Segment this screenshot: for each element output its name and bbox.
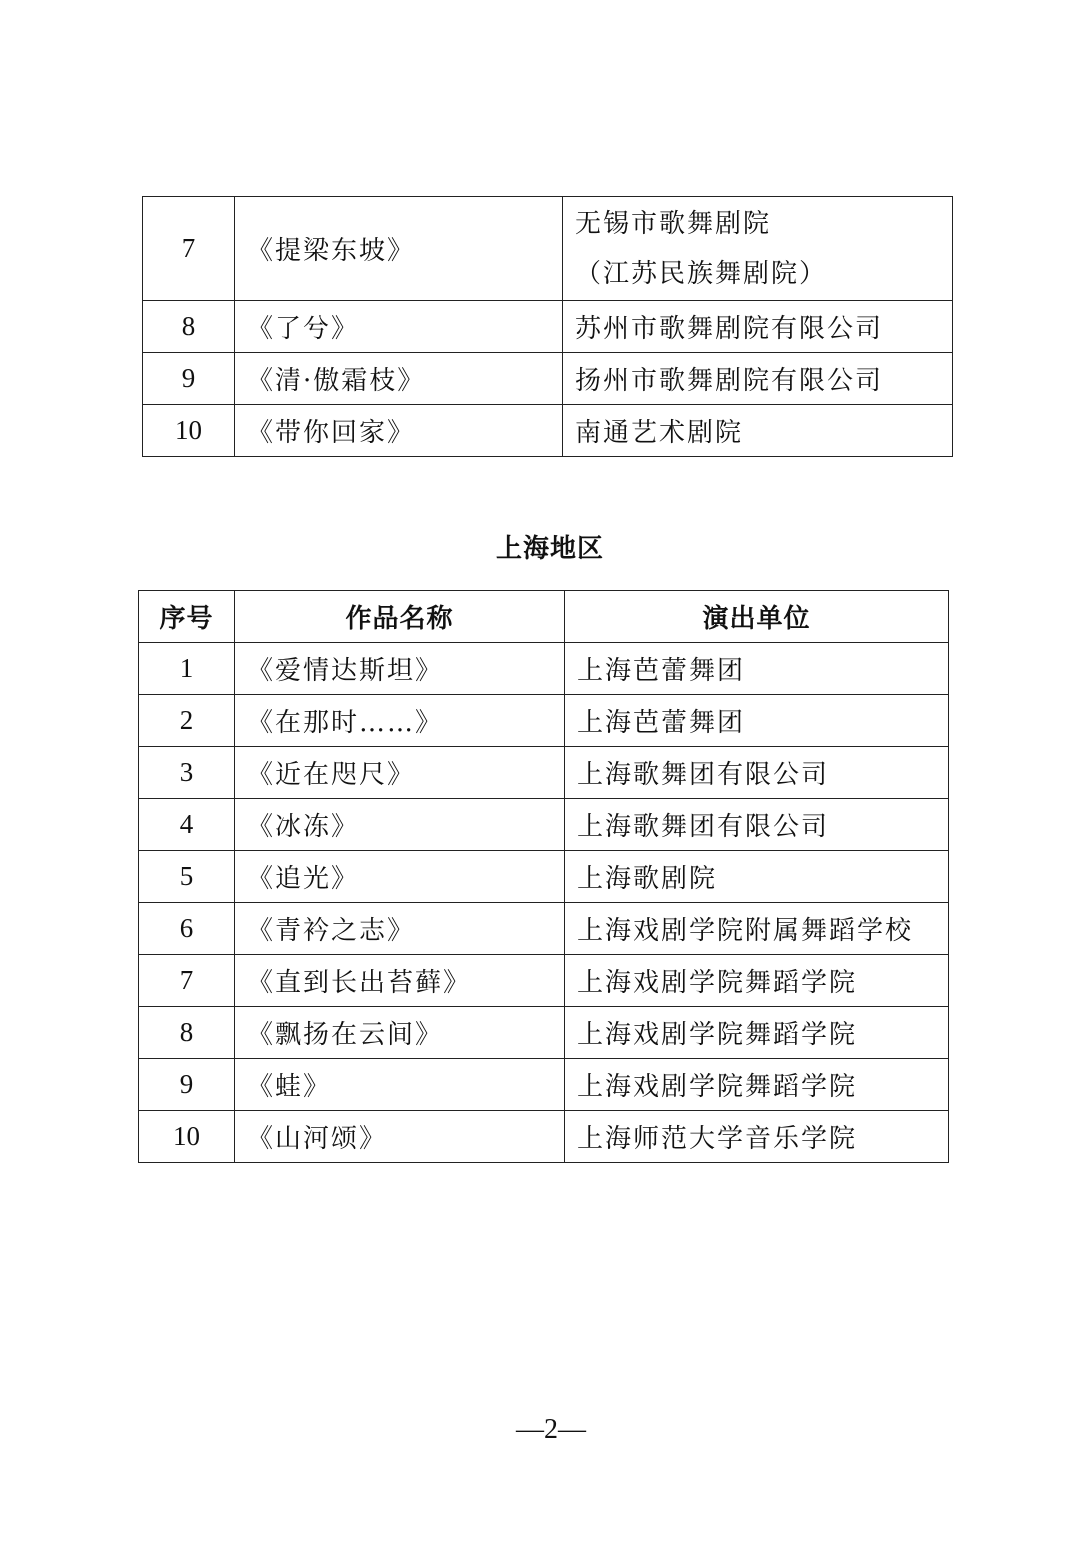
work-title: 《直到长出苔藓》 [235,955,565,1007]
shanghai-table [138,590,949,1163]
table-row [139,643,949,695]
table-row [139,903,949,955]
performing-unit-line1: 无锡市歌舞剧院 [575,208,772,239]
performing-unit: 南通艺术剧院 [563,405,953,457]
performing-unit: 上海歌剧院 [565,851,949,903]
header-number: 序号 [139,591,235,643]
table-row [139,747,949,799]
section-title-shanghai: 上海地区 [495,534,604,564]
work-title: 《冰冻》 [235,799,565,851]
row-number: 1 [139,643,235,695]
header-performing-unit: 演出单位 [565,591,949,643]
table-row [139,955,949,1007]
performing-unit: 上海师范大学音乐学院 [565,1111,949,1163]
work-title: 《带你回家》 [235,405,563,457]
performing-unit: 上海歌舞团有限公司 [565,799,949,851]
performing-unit: 上海芭蕾舞团 [565,695,949,747]
table-row [139,799,949,851]
work-title: 《青衿之志》 [235,903,565,955]
row-number: 8 [139,1007,235,1059]
table-row [139,1007,949,1059]
performing-unit: 上海歌舞团有限公司 [565,747,949,799]
row-number: 4 [139,799,235,851]
performing-unit: 扬州市歌舞剧院有限公司 [563,353,953,405]
performing-unit: 苏州市歌舞剧院有限公司 [563,301,953,353]
header-work-title: 作品名称 [235,591,565,643]
performing-unit: 上海芭蕾舞团 [565,643,949,695]
work-title: 《在那时……》 [235,695,565,747]
row-number: 5 [139,851,235,903]
work-title: 《提梁东坡》 [235,197,563,301]
row-number: 9 [143,353,235,405]
row-number: 9 [139,1059,235,1111]
table-header-row [139,591,949,643]
performing-unit: 上海戏剧学院舞蹈学院 [565,1059,949,1111]
row-number: 7 [139,955,235,1007]
work-title: 《清·傲霜枝》 [235,353,563,405]
work-title: 《了兮》 [235,301,563,353]
jiangsu-table [142,196,953,457]
row-number: 6 [139,903,235,955]
row-number: 10 [139,1111,235,1163]
work-title: 《飘扬在云间》 [235,1007,565,1059]
table-row [139,851,949,903]
page-number: —2— [516,1414,586,1445]
work-title: 《蛙》 [235,1059,565,1111]
table-row [139,1111,949,1163]
performing-unit-line2: （江苏民族舞剧院） [575,258,828,289]
performing-unit: 上海戏剧学院附属舞蹈学校 [565,903,949,955]
work-title: 《追光》 [235,851,565,903]
work-title: 《爱情达斯坦》 [235,643,565,695]
table-row [143,197,953,301]
table-row [143,353,953,405]
work-title: 《山河颂》 [235,1111,565,1163]
table-row [139,1059,949,1111]
work-title: 《近在咫尺》 [235,747,565,799]
row-number: 10 [143,405,235,457]
table-row [139,695,949,747]
table-row [143,405,953,457]
row-number: 8 [143,301,235,353]
row-number: 3 [139,747,235,799]
table-row [143,301,953,353]
row-number: 2 [139,695,235,747]
performing-unit [563,197,953,301]
row-number: 7 [143,197,235,301]
performing-unit: 上海戏剧学院舞蹈学院 [565,1007,949,1059]
performing-unit: 上海戏剧学院舞蹈学院 [565,955,949,1007]
